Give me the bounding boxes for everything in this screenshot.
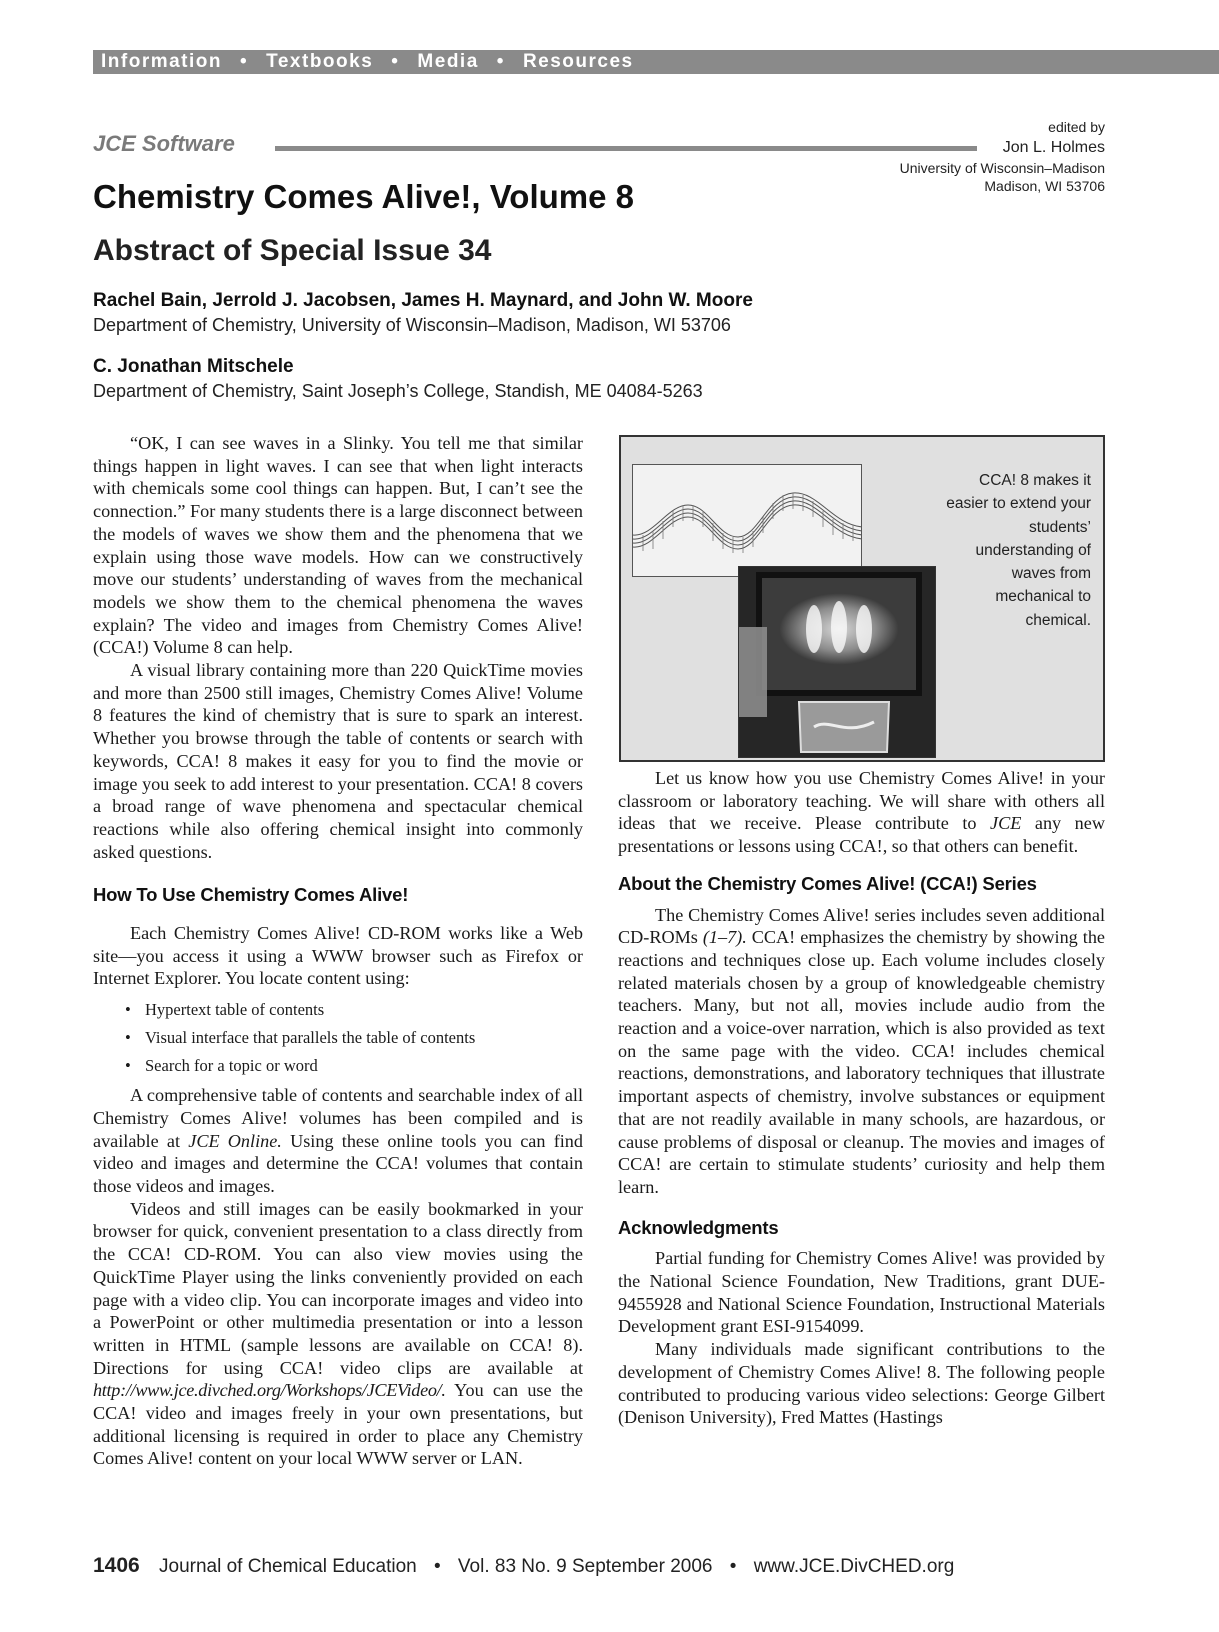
journal-name: Journal of Chemical Education	[159, 1556, 417, 1577]
paragraph: A comprehensive table of contents and searchable index of all Chemistry Comes Alive! volumes has been compiled and is available at JCE Online. Using these online tools you can find video and images and determine the CCA! volumes that contain those videos and images.	[93, 1085, 583, 1196]
list-item: • Search for a topic or word	[125, 1052, 583, 1080]
paragraph: Partial funding for Chemistry Comes Alive! was provided by the National Science Foundation, New Traditions, grant DUE-9455928 and National Science Foundation, Instructional Materials Development grant ESI-9154099.	[618, 1248, 1105, 1337]
paragraph: A visual library containing more than 220 QuickTime movies and more than 2500 still images, Chemistry Comes Alive! Volume 8 features the kind of chemistry that is sure to spark an interest. Whether you browse through the table of contents or search with keywords, CCA! 8 makes it easy for you to find the movie or image you seek to add interest to your presentation. CCA! 8 covers a broad range of wave phenomena and spectacular chemical reactions while also offering chemical insight into commonly asked questions.	[93, 660, 583, 862]
banner-item-media: Media	[417, 51, 479, 72]
banner-separator: •	[240, 51, 249, 72]
right-column	[618, 767, 1105, 1429]
issue-info: Vol. 83 No. 9 September 2006	[457, 1556, 713, 1577]
chemical-light-photo	[738, 566, 936, 758]
section-heading: Acknowledgments	[618, 1216, 779, 1238]
editor-institution: University of Wisconsin–Madison	[899, 160, 1105, 176]
paragraph: Let us know how you use Chemistry Comes Alive! in your classroom or laboratory teaching. We will share with others all ideas that we receive. Please contribute to JCE any new presentations or lessons using CCA!, so that others can benefit.	[618, 768, 1105, 857]
section-heading: How To Use Chemistry Comes Alive!	[93, 884, 409, 906]
section-rule	[275, 146, 977, 151]
editor-address: Madison, WI 53706	[984, 178, 1105, 194]
slinky-wave-photo	[632, 464, 862, 577]
paragraph: Videos and still images can be easily bookmarked in your browser for quick, convenient presentation to a class directly from the CCA! CD-ROM. You can also view movies using the QuickTime Player using the links conveniently provided on each page with a video clip. You can incorporate images and video into a PowerPoint or other multimedia presentation or into a lesson written in HTML (sample lessons are available on CCA! 8). Directions for using CCA! video clips are available at http://www.jce.divched.org/Workshops/JCEVideo/. You can use the CCA! video and images freely in your own presentations, but additional licensing is required in order to place any Chemistry Comes Alive! content on your local WWW server or LAN.	[93, 1198, 583, 1469]
list-item-text: Search for a topic or word	[145, 1056, 318, 1076]
jce-online-ref: JCE Online.	[188, 1130, 282, 1151]
list-item: • Hypertext table of contents	[125, 996, 583, 1024]
editor-name: Jon L. Holmes	[1002, 139, 1105, 156]
affiliation-2: Department of Chemistry, Saint Joseph’s College, Standish, ME 04084-5263	[93, 381, 703, 401]
editor-credit	[900, 118, 1105, 195]
list-item-text: Hypertext table of contents	[145, 1000, 325, 1020]
list-item-text: Visual interface that parallels the table of contents	[145, 1028, 476, 1048]
top-banner	[93, 50, 1219, 74]
paragraph: The Chemistry Comes Alive! series includes seven additional CD-ROMs (1–7). CCA! emphasizes the chemistry by showing the reactions and techniques close up. Each volume includes closely related materials chosen by a group of knowledgeable chemistry teachers. Many, but not all, movies include audio from the reaction and a voice-over narration, which is also provided as text on the same page with the video. CCA! includes chemical reactions, demonstrations, and laboratory techniques that illustrate important aspects of chemistry, involve substances or equipment that are not readily available in many schools, are hazardous, or cause problems of disposal or cleanup. The movies and images of CCA! are certain to stimulate students’ curiosity and help them learn.	[618, 904, 1105, 1197]
footer-separator: •	[433, 1556, 441, 1577]
author-second: C. Jonathan Mitschele	[93, 356, 294, 377]
paragraph: “OK, I can see waves in a Slinky. You tell me that similar things happen in light waves. I can see that when light interacts with chemicals some cool things can happen. But, I can’t see the connection.” For many students there is a large disconnect between the models of waves we show them and the phenomena that we explain using those wave models. How can we constructively move our students’ understanding of waves from the mechanical models we show them to the chemical phenomena the waves explain? The video and images from Chemistry Comes Alive! (CCA!) Volume 8 can help.	[93, 433, 583, 658]
section-heading: About the Chemistry Comes Alive! (CCA!) Series	[618, 872, 1037, 894]
banner-separator: •	[391, 51, 400, 72]
left-column	[93, 432, 583, 1470]
editor-line-edited-by: edited by	[1048, 119, 1105, 135]
figure-box	[619, 435, 1105, 762]
feature-list	[125, 996, 583, 1080]
paragraph: Many individuals made significant contributions to the development of Chemistry Comes Alive! 8. The following people contributed to producing various video selections: George Gilbert (Denison University), Fred Mattes (Hastings	[618, 1339, 1105, 1428]
citation-ref: (1–7).	[702, 927, 747, 948]
article-subtitle: Abstract of Special Issue 34	[93, 234, 492, 267]
video-directions-link[interactable]: http://www.jce.divched.org/Workshops/JCEVideo/.	[93, 1380, 446, 1401]
banner-separator: •	[496, 51, 505, 72]
page-footer	[93, 1554, 954, 1578]
footer-separator: •	[729, 1556, 737, 1577]
paragraph: Each Chemistry Comes Alive! CD-ROM works like a Web site—you access it using a WWW browser such as Firefox or Internet Explorer. You locate content using:	[93, 923, 583, 989]
banner-item-information: Information	[101, 51, 222, 72]
page-number: 1406	[93, 1554, 140, 1577]
jce-ref: JCE	[990, 813, 1022, 834]
list-item: • Visual interface that parallels the table of contents	[125, 1024, 583, 1052]
affiliation-1: Department of Chemistry, University of Wisconsin–Madison, Madison, WI 53706	[93, 315, 731, 335]
banner-item-textbooks: Textbooks	[266, 51, 374, 72]
article-title: Chemistry Comes Alive!, Volume 8	[93, 178, 635, 215]
banner-item-resources: Resources	[522, 51, 634, 72]
section-label: JCE Software	[93, 131, 235, 156]
author-list: Rachel Bain, Jerrold J. Jacobsen, James H. Maynard, and John W. Moore	[93, 290, 753, 311]
journal-url[interactable]: www.JCE.DivCHED.org	[753, 1556, 955, 1577]
figure-caption: CCA! 8 makes it easier to extend your students’ understanding of waves from mechanical to chemical.	[946, 472, 1091, 629]
